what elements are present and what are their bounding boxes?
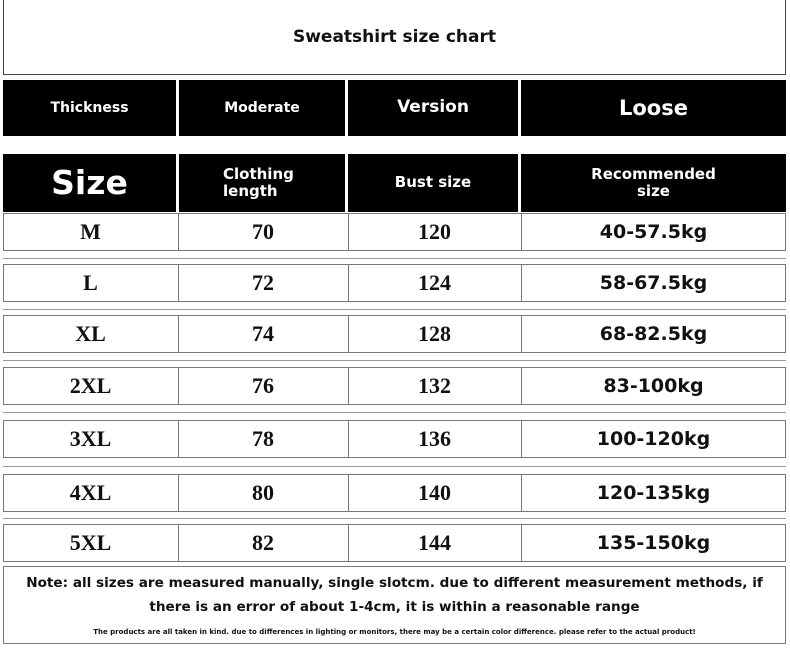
cell-size: M [80, 219, 101, 244]
version-label: Version [348, 80, 518, 136]
cell-weight: 68-82.5kg [599, 323, 708, 345]
table-row [3, 315, 786, 353]
cell-length: 78 [252, 426, 274, 451]
thickness-value: Moderate [179, 80, 345, 136]
table-header-row [0, 154, 790, 212]
cell-weight: 83-100kg [603, 375, 704, 397]
header-recommended-size: Recommended size [521, 154, 786, 212]
measurement-note: Note: all sizes are measured manually, single slotcm. due to different measurement methods, if there is an error of about 1-4cm, it is within a reasonable range [26, 575, 763, 615]
note-box [3, 566, 786, 644]
table-row [3, 213, 786, 251]
thickness-label: Thickness [3, 80, 176, 136]
cell-bust: 140 [418, 480, 451, 505]
info-row [0, 80, 790, 136]
cell-weight: 120-135kg [596, 482, 711, 504]
cell-bust: 128 [418, 321, 451, 346]
cell-weight: 58-67.5kg [599, 272, 708, 294]
cell-size: 5XL [69, 530, 112, 555]
cell-size: 4XL [69, 480, 112, 505]
table-row [3, 474, 786, 512]
cell-weight: 135-150kg [596, 532, 711, 554]
version-value: Loose [521, 80, 786, 136]
cell-length: 72 [252, 270, 274, 295]
title-box [3, 0, 786, 75]
cell-bust: 120 [418, 219, 451, 244]
cell-bust: 132 [418, 373, 451, 398]
chart-title: Sweatshirt size chart [292, 27, 496, 47]
header-bust-size: Bust size [348, 154, 518, 212]
cell-bust: 124 [418, 270, 451, 295]
cell-size: XL [75, 321, 106, 346]
cell-length: 70 [252, 219, 274, 244]
header-size: Size [3, 154, 176, 212]
color-disclaimer: The products are all taken in kind. due to differences in lighting or monitors, there may be a certain color difference. please refer to the actual product! [93, 628, 696, 636]
cell-length: 80 [252, 480, 274, 505]
cell-bust: 144 [418, 530, 451, 555]
cell-length: 74 [252, 321, 274, 346]
cell-length: 76 [252, 373, 274, 398]
table-row [3, 420, 786, 458]
cell-size: 2XL [69, 373, 112, 398]
table-row [3, 367, 786, 405]
table-row [3, 264, 786, 302]
cell-size: L [83, 270, 98, 295]
table-row [3, 524, 786, 562]
cell-size: 3XL [69, 426, 112, 451]
cell-length: 82 [252, 530, 274, 555]
cell-weight: 100-120kg [596, 428, 711, 450]
cell-weight: 40-57.5kg [599, 221, 708, 243]
header-clothing-length: Clothing length [179, 154, 345, 212]
cell-bust: 136 [418, 426, 451, 451]
